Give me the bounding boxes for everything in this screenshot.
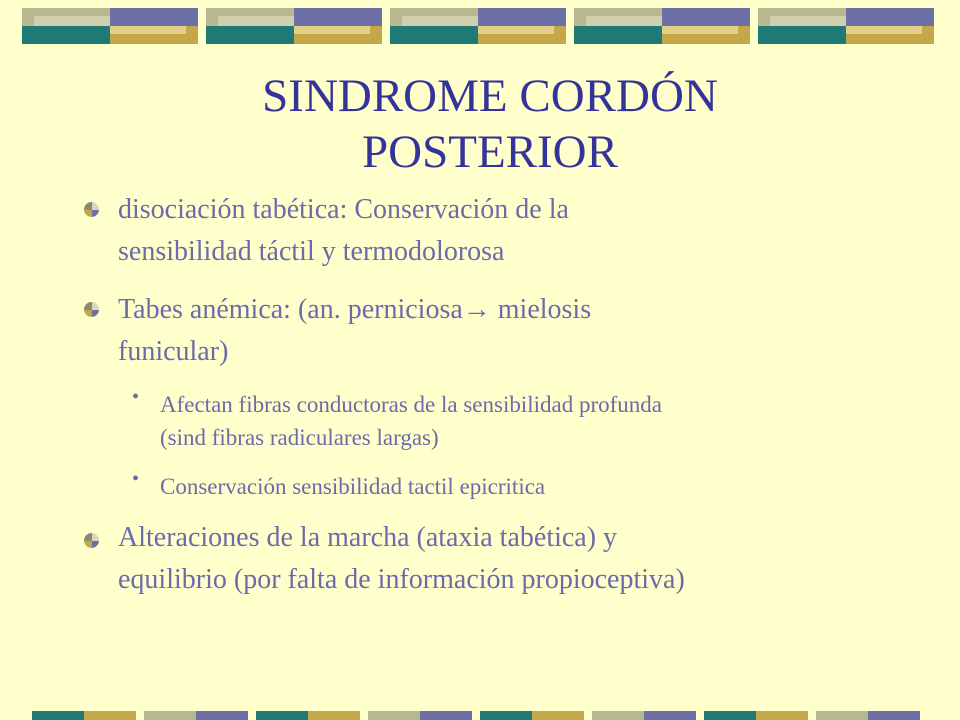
bullet-item-line: equilibrio (por falta de información propioceptiva) <box>118 564 685 595</box>
bullet-item-line: sensibilidad táctil y termodolorosa <box>118 236 505 267</box>
sub-bullet-item-line: Conservación sensibilidad tactil epicritica <box>160 474 546 499</box>
slide-title-line-2: POSTERIOR <box>362 126 618 178</box>
sub-bullet-item <box>160 388 920 454</box>
sub-bullet-item <box>160 470 920 503</box>
bullet-ball-icon <box>84 533 99 548</box>
slide-title-line-1: SINDROME CORDÓN <box>262 70 718 122</box>
bullet-item-line: Alteraciones de la marcha (ataxia tabética) y <box>118 522 618 553</box>
bullet-item-line: funicular) <box>118 336 229 367</box>
bullet-ball-icon <box>84 202 99 217</box>
bullet-item <box>118 289 918 373</box>
bullet-item-line: Tabes anémica: (an. perniciosa→ mielosis <box>118 294 592 325</box>
bullet-item-line: disociación tabética: Conservación de la <box>118 194 569 225</box>
sub-bullet-dot-icon: • <box>132 468 140 490</box>
bullet-item <box>118 189 918 273</box>
sub-bullet-item-line: Afectan fibras conductoras de la sensibilidad profunda <box>160 392 662 417</box>
bottom-decorative-band <box>0 711 960 720</box>
bullet-ball-icon <box>84 302 99 317</box>
sub-bullet-item-line: (sind fibras radiculares largas) <box>160 425 439 450</box>
bullet-item <box>118 517 918 601</box>
sub-bullet-dot-icon: • <box>132 386 140 408</box>
